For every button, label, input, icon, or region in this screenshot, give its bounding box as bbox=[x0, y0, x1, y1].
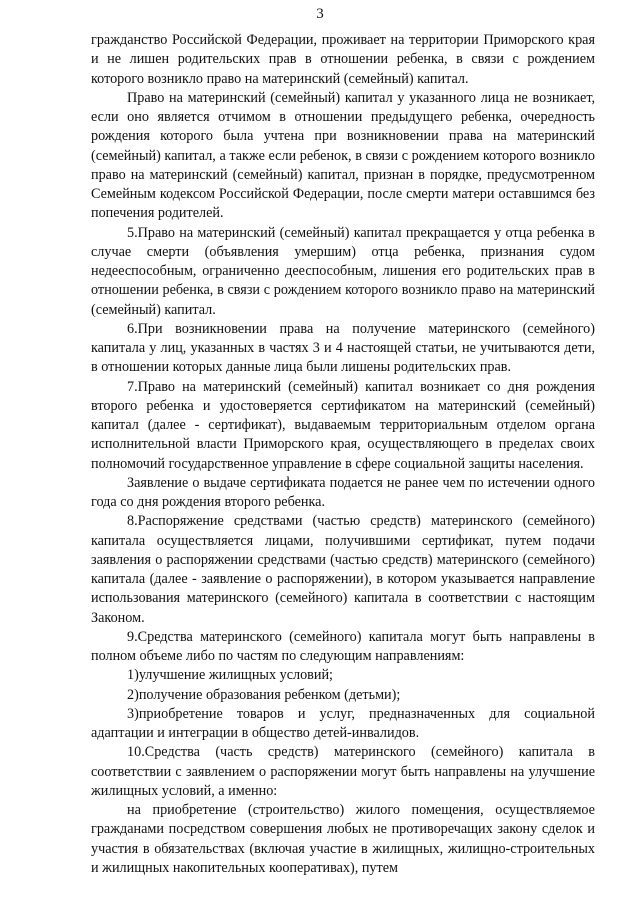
paragraph-section-7: 7.Право на материнский (семейный) капитал возникает со дня рождения второго ребенка и удостоверяется сертификатом на материнский (семейный) капитал (далее - сертификат), выдаваемым территориальным отделом органа исполнительной власти Приморского края, осуществляющего в пределах своих полномочий государственное управление в сфере социальной защиты населения. bbox=[91, 378, 595, 472]
paragraph-section-10: 10.Средства (часть средств) материнского (семейного) капитала в соответствии с заявлением о распоряжении могут быть направлены на улучшение жилищных условий, а именно: bbox=[91, 744, 595, 799]
list-item-disabled-children: 3)приобретение товаров и услуг, предназначенных для социальной адаптации и интеграции в общество детей-инвалидов. bbox=[91, 705, 595, 741]
paragraph-section-6: 6.При возникновении права на получение материнского (семейного) капитала у лиц, указанных в частях 3 и 4 настоящей статьи, не учитываются дети, в отношении которых данные лица были лишены родительских прав. bbox=[91, 320, 595, 376]
paragraph-stepfather-exclusion: Право на материнский (семейный) капитал у указанного лица не возникает, если оно является отчимом в отношении предыдущего ребенка, очередность рождения которого была учтена при возникновении права на материнский (семейный) капитал, а также если ребенок, в связи с рождением которого возникло право на материнский (семейный) капитал, признан в порядке, предусмотренном Семейным кодексом Российской Федерации, после смерти матери оставшимся без попечения родителей. bbox=[91, 89, 595, 222]
paragraph-citizenship: гражданство Российской Федерации, проживает на территории Приморского края и не лишен родительских прав в отношении ребенка, в связи с рождением которого возникло право на материнский (семейный) капитал. bbox=[91, 32, 595, 87]
paragraph-section-9: 9.Средства материнского (семейного) капитала могут быть направлены в полном объеме либо по частям по следующим направлениям: bbox=[91, 628, 595, 664]
paragraph-housing-purchase: на приобретение (строительство) жилого помещения, осуществляемое гражданами посредством совершения любых не противоречащих закону сделок и участия в обязательствах (включая участие в жилищных, жилищно-строительных и жилищных накопительных кооперативах), путем bbox=[91, 802, 595, 876]
list-item-education: 2)получение образования ребенком (детьми); bbox=[127, 686, 401, 703]
document-body bbox=[91, 31, 595, 878]
paragraph-section-5: 5.Право на материнский (семейный) капитал прекращается у отца ребенка в случае смерти (объявления умершим) отца ребенка, признания судом недееспособным, ограниченно дееспособным, лишения его родительских прав в отношении ребенка, в связи с рождением которого возникло право на материнский (семейный) капитал. bbox=[91, 224, 595, 318]
page-number: 3 bbox=[316, 6, 324, 22]
paragraph-section-8: 8.Распоряжение средствами (частью средств) материнского (семейного) капитала осуществляется лицами, получившими сертификат, путем подачи заявления о распоряжении средствами (частью средств) материнского (семейного) капитала (далее - заявление о распоряжении), в котором указывается направление использования материнского (семейного) капитала в соответствии с настоящим Законом. bbox=[91, 513, 595, 626]
paragraph-certificate-application: Заявление о выдаче сертификата подается не ранее чем по истечении одного года со дня рождения второго ребенка. bbox=[91, 474, 595, 510]
list-item-housing: 1)улучшение жилищных условий; bbox=[127, 667, 333, 684]
